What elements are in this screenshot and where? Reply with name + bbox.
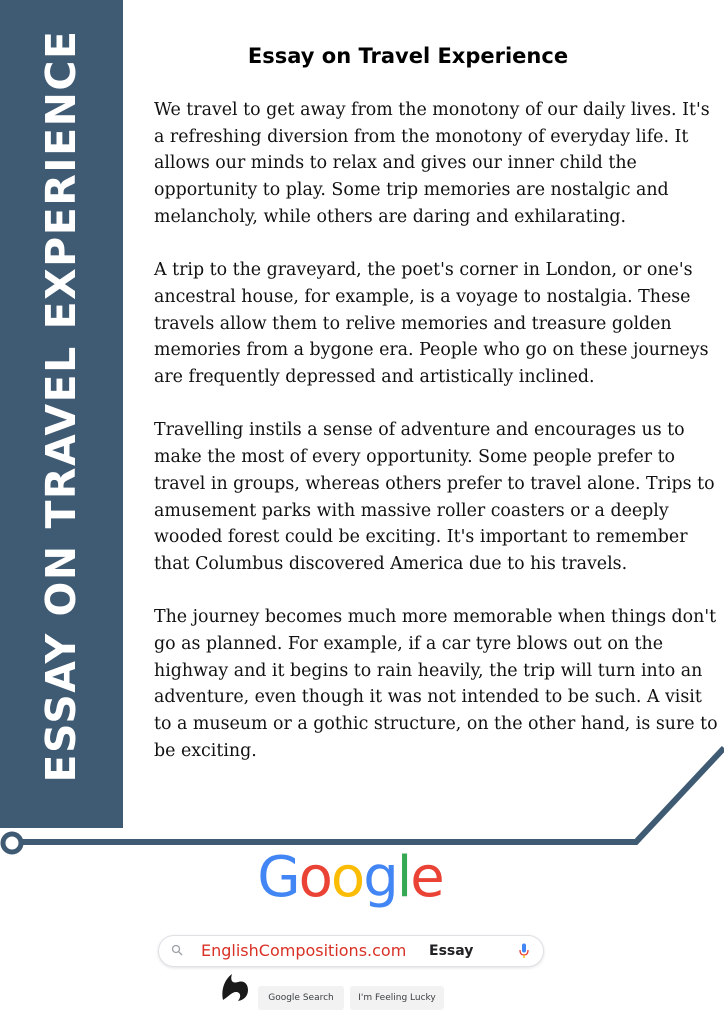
essay-title: Essay on Travel Experience xyxy=(247,44,569,68)
logo-letter: g xyxy=(363,845,397,910)
essay-paragraph-3: Travelling instils a sense of adventure and encourages us to make the most of every opportunity. Some people prefer to travel in groups, whereas others prefer to travel alone. Trips to amusement parks with massive roller coasters or a deeply wooded forest could be exciting. It's important to remember that Columbus discovered America due to his travels. xyxy=(154,420,715,574)
search-icon xyxy=(171,944,183,956)
sidebar-title: ESSAY ON TRAVEL EXPERIENCE xyxy=(37,29,85,783)
search-site-text: EnglishCompositions.com xyxy=(201,941,407,960)
logo-letter: o xyxy=(330,845,364,910)
feeling-lucky-button[interactable]: I'm Feeling Lucky xyxy=(350,986,444,1010)
search-bar[interactable] xyxy=(158,935,544,967)
logo-letter: G xyxy=(257,845,299,910)
google-logo xyxy=(0,845,700,910)
logo-letter: e xyxy=(410,845,443,910)
search-term-text: Essay xyxy=(429,943,474,959)
google-search-button[interactable]: Google Search xyxy=(258,986,344,1010)
essay-paragraph-1: We travel to get away from the monotony of our daily lives. It's a refreshing diversion from the monotony of everyday life. It allows our minds to relax and gives our inner child the opportunity to play. Some trip memories are nostalgic and melancholy, while others are daring and exhilarating. xyxy=(154,100,710,227)
essay-paragraph-4: The journey becomes much more memorable when things don't go as planned. For example, if a car tyre blows out on the highway and it begins to rain heavily, the trip will turn into an adventure, even though it was not intended to be such. A visit to a museum or a gothic structure, on the other hand, is sure to be exciting. xyxy=(154,607,718,761)
logo-letter: o xyxy=(298,845,331,910)
essay-paragraph-2: A trip to the graveyard, the poet's corner in London, or one's ancestral house, for example, is a voyage to nostalgia. These travels allow them to relive memories and treasure golden memories from a bygone era. People who go on these journeys are frequently depressed and artistically inclined. xyxy=(154,260,709,388)
microphone-icon[interactable] xyxy=(519,943,529,959)
essay-body xyxy=(154,97,720,791)
brand-logo-icon xyxy=(218,970,252,1004)
logo-letter: l xyxy=(396,845,411,910)
